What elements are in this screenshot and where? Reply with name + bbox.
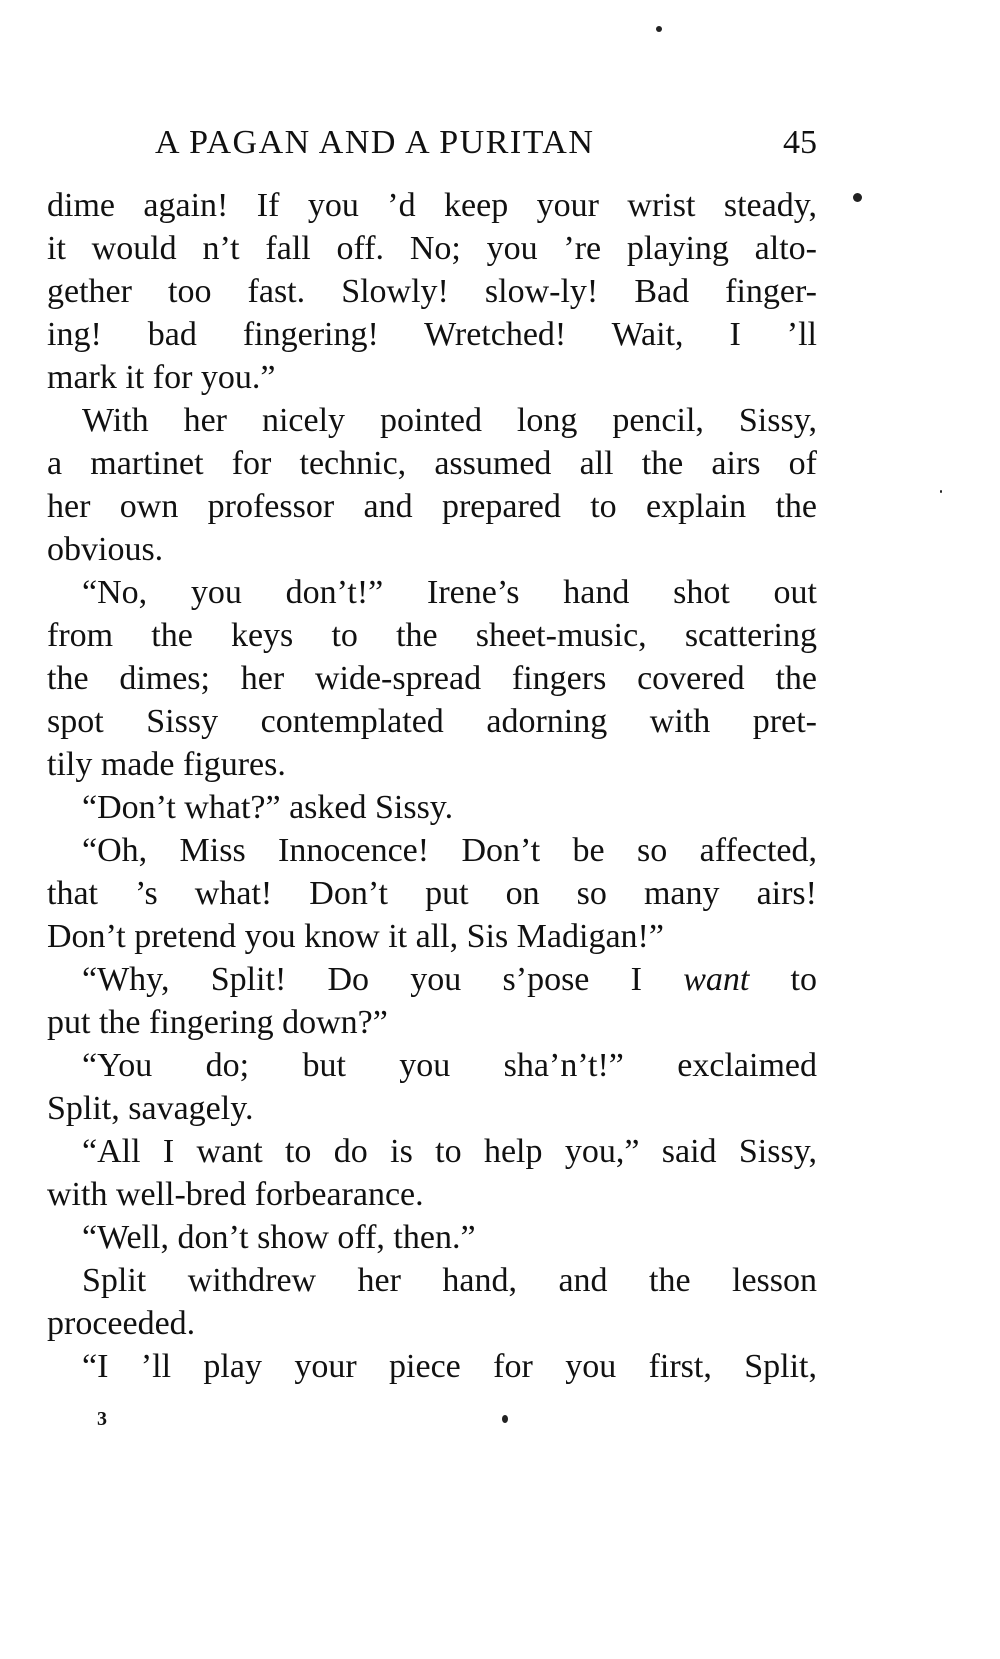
text-line: mark it for you.” bbox=[47, 359, 276, 396]
text-line: “No, you don’t!” Irene’s hand shot out bbox=[82, 574, 817, 611]
text-line: Don’t pretend you know it all, Sis Madigan!” bbox=[47, 918, 664, 955]
text-line: dime again! If you ’d keep your wrist steady, bbox=[47, 187, 817, 224]
text-line: “Oh, Miss Innocence! Don’t be so affected, bbox=[82, 832, 817, 869]
text-line: With her nicely pointed long pencil, Sissy, bbox=[82, 402, 817, 439]
page-header bbox=[47, 118, 817, 168]
emphasis: want bbox=[683, 961, 750, 998]
text-line: “Don’t what?” asked Sissy. bbox=[82, 789, 454, 826]
text-line: it would n’t fall off. No; you ’re playing alto- bbox=[47, 230, 817, 267]
text-line: that ’s what! Don’t put on so many airs! bbox=[47, 875, 817, 912]
text-line: “You do; but you sha’n’t!” exclaimed bbox=[82, 1047, 817, 1084]
text-line: with well-bred forbearance. bbox=[47, 1176, 424, 1213]
text-line: proceeded. bbox=[47, 1305, 196, 1342]
text-line: “I ’ll play your piece for you first, Split, bbox=[82, 1348, 817, 1385]
text-line: Split withdrew her hand, and the lesson bbox=[82, 1262, 817, 1299]
ink-speck bbox=[502, 1415, 508, 1423]
text-line: put the fingering down?” bbox=[47, 1004, 388, 1041]
text-line: the dimes; her wide-spread fingers covered the bbox=[47, 660, 817, 697]
signature-mark: 3 bbox=[97, 1408, 107, 1430]
running-title: A PAGAN AND A PURITAN bbox=[155, 124, 595, 161]
ink-speck bbox=[853, 193, 862, 202]
text-line: gether too fast. Slowly! slow-ly! Bad finger- bbox=[47, 273, 817, 310]
text-line: Split, savagely. bbox=[47, 1090, 254, 1127]
text-line: tily made figures. bbox=[47, 746, 286, 783]
text-line: spot Sissy contemplated adorning with pret- bbox=[47, 703, 817, 740]
body-text bbox=[47, 184, 817, 1388]
text-line: from the keys to the sheet-music, scattering bbox=[47, 617, 817, 654]
page-number: 45 bbox=[783, 124, 817, 161]
text-line: obvious. bbox=[47, 531, 164, 568]
text-line: a martinet for technic, assumed all the airs of bbox=[47, 445, 817, 482]
text-line: “All I want to do is to help you,” said Sissy, bbox=[82, 1133, 817, 1170]
ink-speck bbox=[656, 26, 662, 32]
text-line: “Well, don’t show off, then.” bbox=[82, 1219, 476, 1256]
text-line: “Why, Split! Do you s’pose I want to bbox=[82, 961, 817, 998]
text-line: her own professor and prepared to explain the bbox=[47, 488, 817, 525]
ink-speck bbox=[940, 490, 942, 493]
text-line: ing! bad fingering! Wretched! Wait, I ’ll bbox=[47, 316, 817, 353]
